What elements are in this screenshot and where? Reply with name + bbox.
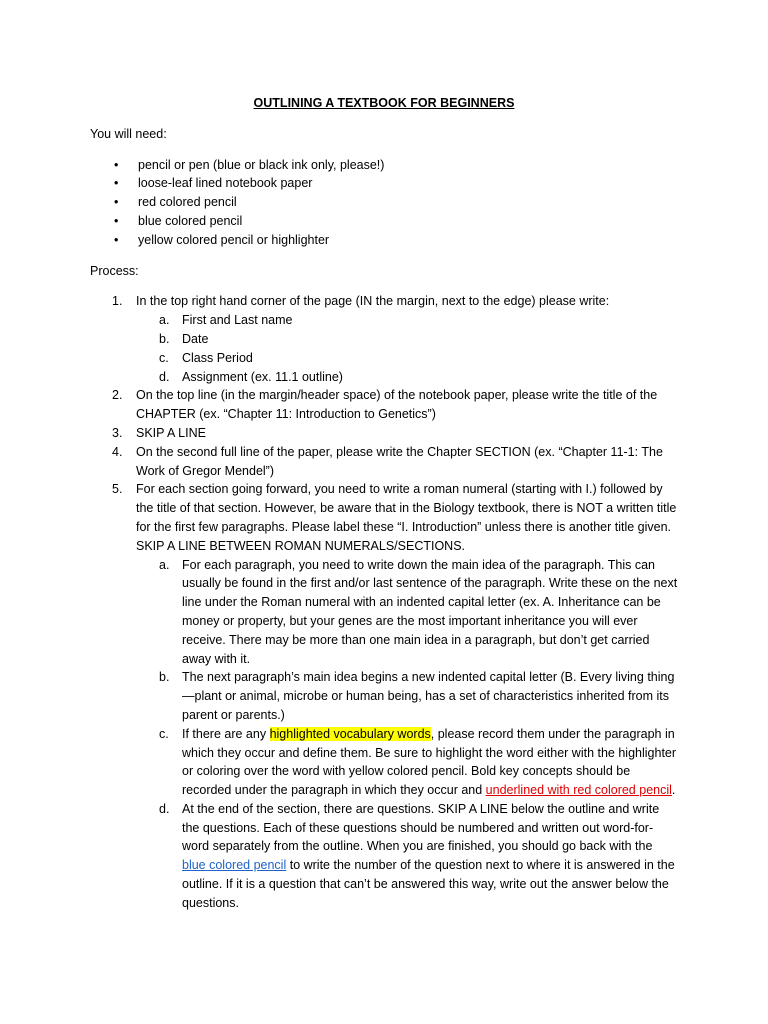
blue-underlined-text: blue colored pencil [182,858,287,873]
substep-text-post: . [671,783,676,798]
step-number: 1. [112,294,123,309]
step-5 [90,480,678,912]
step-3 [90,424,678,443]
process-label: Process: [90,263,139,278]
substep-text: First and Last name [182,313,293,328]
substep-text: Assignment (ex. 11.1 outline) [182,369,343,384]
step-1 [90,292,678,386]
step-text: For each section going forward, you need to write a roman numeral (starting with I.) followed by the title of that section. However, be aware that in the Biology textbook, there is NOT a written title for the first few paragraphs. Please label these “I. Introduction” unless there is another title given. SKIP A LINE BETWEEN ROMAN NUMERALS/SECTIONS. [136,482,677,553]
document-title: OUTLINING A TEXTBOOK FOR BEGINNERS [253,96,515,110]
substep-list [136,556,678,913]
substep-text: For each paragraph, you need to write down the main idea of the paragraph. This can usually be found in the first and/or last sentence of the paragraph. Write these on the next line under the Roman numeral with an indented capital letter (ex. A. Inheritance can be money or property, but your genes are the most important inheritance you will ever receive. There may be more than one main idea in a paragraph, but don’t get carried away with it. [182,557,678,666]
step-text: On the second full line of the paper, please write the Chapter SECTION (ex. “Chapter 11-1: The Work of Gregor Mendel”) [136,444,663,478]
step-2 [90,386,678,424]
process-steps [90,292,678,912]
substep-list [136,311,678,386]
substep [136,556,678,669]
substep-text-pre: If there are any [182,726,270,741]
highlighted-vocabulary-text: highlighted vocabulary words [269,726,431,741]
step-number: 2. [112,388,123,403]
substep-letter: a. [159,313,170,328]
supply-item: • blue colored pencil [90,212,678,231]
supply-item: • pencil or pen (blue or black ink only, please!) [90,156,678,175]
step-number: 4. [112,444,123,459]
substep [136,330,678,349]
step-number: 3. [112,425,123,440]
need-label: You will need: [90,126,167,141]
supply-item: • red colored pencil [90,193,678,212]
substep [136,368,678,387]
substep [136,668,678,724]
substep-letter: c. [159,726,169,741]
substep-text-pre: At the end of the section, there are questions. SKIP A LINE below the outline and write the questions. Each of these questions should be numbered and written out word-for-word separately from the outline. When you are finished, you should go back with the [182,801,660,854]
supply-list [90,156,678,250]
substep [136,725,678,800]
substep [136,349,678,368]
red-underlined-text: underlined with red colored pencil [485,783,672,798]
substep-letter: b. [159,331,170,346]
step-4 [90,443,678,481]
supply-item: • yellow colored pencil or highlighter [90,231,678,250]
substep-letter: c. [159,350,169,365]
substep-text: Class Period [182,350,253,365]
substep [136,311,678,330]
substep-text: The next paragraph’s main idea begins a new indented capital letter (B. Every living thing—plant or animal, microbe or human being, has a set of characteristics inherited from its parent or parents.) [182,670,675,722]
substep-text: Date [182,331,209,346]
substep-letter: b. [159,670,170,685]
substep-text-post: to write the number of the question next to where it is answered in the outline. If it is a question that can’t be answered this way, write out the answer below the questions. [182,858,675,910]
step-text: SKIP A LINE [136,425,206,440]
substep-letter: d. [159,801,170,816]
step-number: 5. [112,482,123,497]
supply-item: • loose-leaf lined notebook paper [90,174,678,193]
substep-letter: d. [159,369,170,384]
substep [136,800,678,913]
substep-letter: a. [159,557,170,572]
step-text: In the top right hand corner of the page (IN the margin, next to the edge) please write: [136,294,610,309]
substep-text-mid: , please record them under the paragraph in which they occur and define them. Be sure to highlight the word either with the highlighter or coloring over the word with yellow colored pencil. Bold key concepts should be recorded under the paragraph in which they occur and [182,726,677,798]
step-text: On the top line (in the margin/header space) of the notebook paper, please write the title of the CHAPTER (ex. “Chapter 11: Introduction to Genetics”) [136,388,658,422]
